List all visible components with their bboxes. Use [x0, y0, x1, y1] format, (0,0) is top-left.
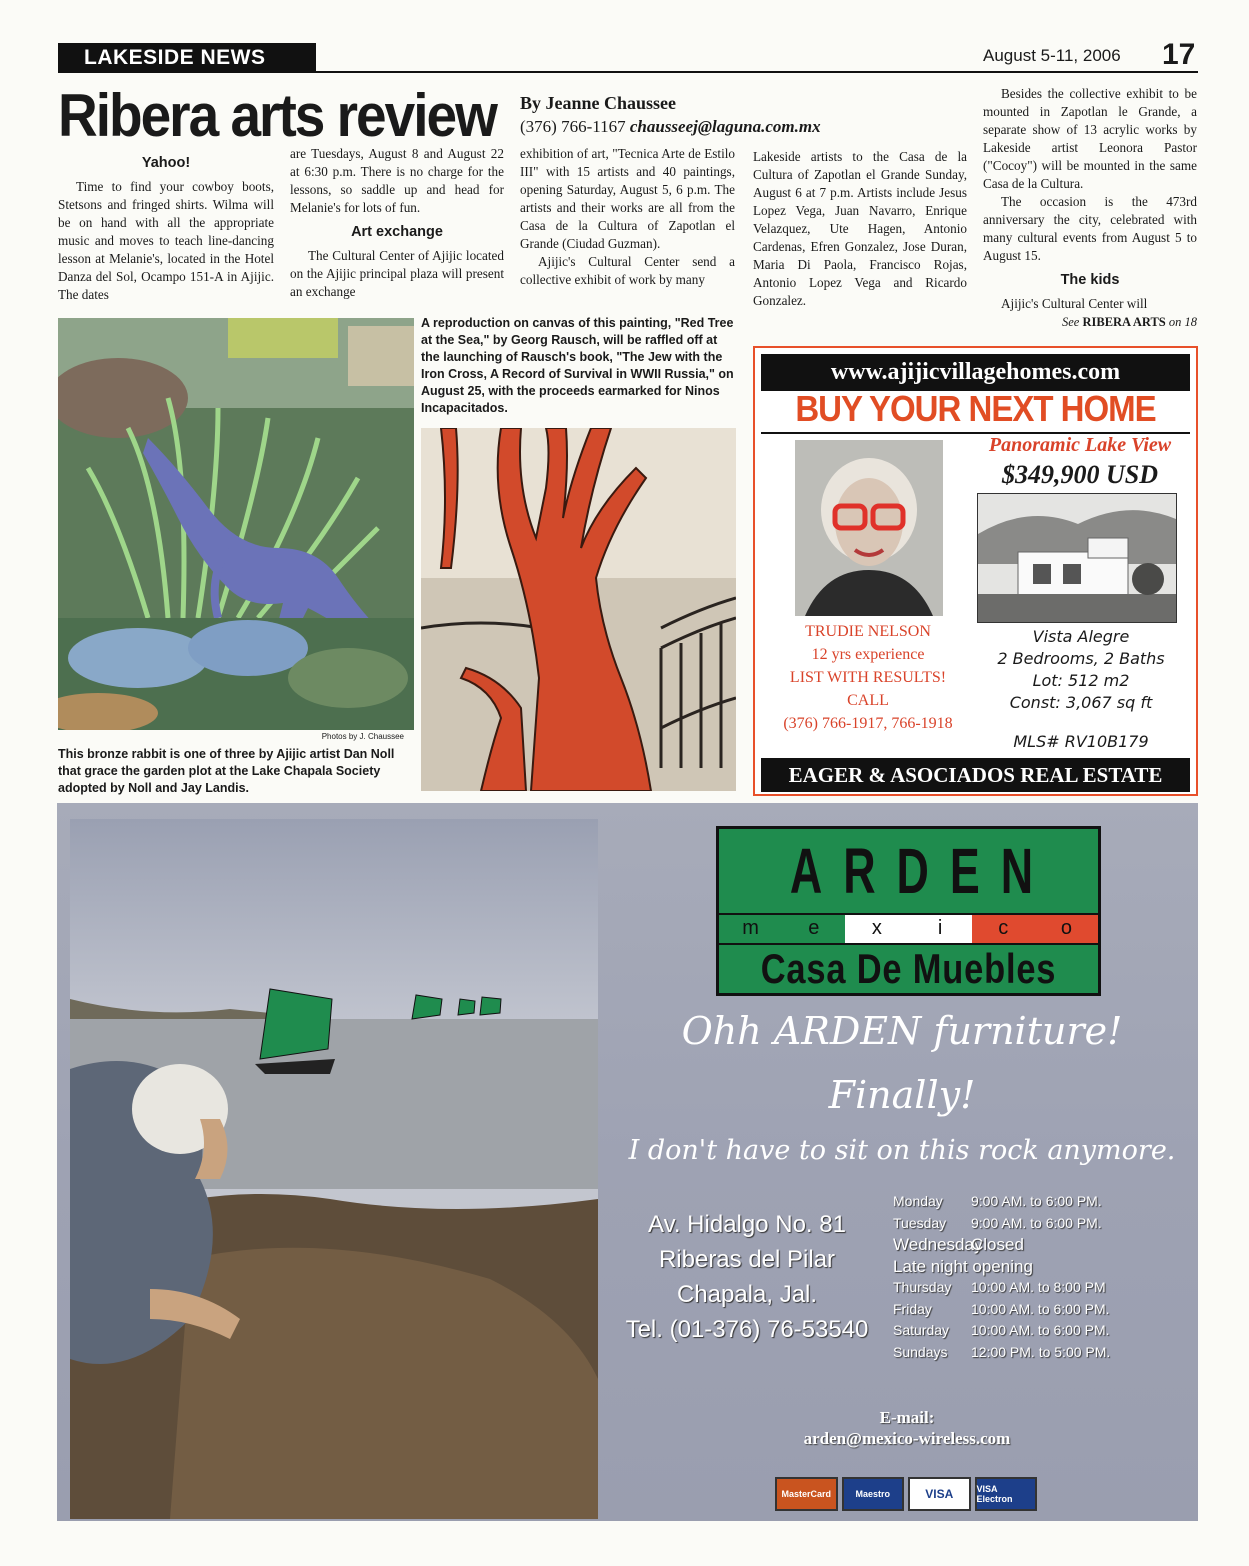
mls-number: MLS# RV10B179 — [1013, 732, 1149, 751]
article-column-2 — [290, 145, 504, 301]
hours-time: 9:00 AM. to 6:00 PM. — [971, 1193, 1102, 1209]
headline: Ribera arts review — [58, 81, 496, 150]
logo-letter: m — [719, 915, 782, 943]
photo-credit: Photos by J. Chaussee — [321, 732, 404, 741]
arden-lake-painting — [70, 819, 598, 1519]
article-column-1 — [58, 148, 274, 304]
arden-logo — [716, 826, 1101, 996]
hours-day: Monday — [893, 1193, 943, 1209]
masthead-rule — [58, 71, 1198, 73]
agent-tagline: LIST WITH RESULTS! — [789, 669, 947, 686]
byline: By Jeanne Chaussee — [520, 93, 677, 113]
logo-letter-row — [719, 913, 1098, 945]
paragraph: exhibition of art, "Tecnica Arte de Estilo III" with 15 artists and 40 paintings, opening Saturday, August 5, 6 p.m. The artists and their works are all from the Casa de la Cultura of Zapotlan el Grande (Ciudad Guzman). — [520, 146, 735, 251]
agent-info — [763, 620, 973, 735]
late-night-heading: Late night opening — [893, 1256, 1033, 1276]
address-line: Riberas del Pilar — [658, 1246, 836, 1273]
listing-price: $349,900 USD — [1001, 460, 1158, 489]
slogan-1: Ohh ARDEN furniture! — [681, 1009, 1123, 1053]
subhead-the-kids: The kids — [1060, 272, 1120, 288]
rabbit-caption: This bronze rabbit is one of three by Ajijic artist Dan Noll that grace the garden plot at the Lake Chapala Society adopted by Noll and Jay Landis. — [58, 747, 395, 795]
hours-time: 10:00 AM. to 6:00 PM. — [971, 1322, 1110, 1338]
property-details — [971, 626, 1191, 714]
paragraph: Lakeside artists to the Casa de la Cultura of Zapotlan el Grande Sunday, August 6 at 7 p.m. Artists include Jesus Lopez Vega, Juan Navarro, Enrique Velazquez, Ute Hagen, Antonio Cardenas, Efren Gonzalez, Jose Duran, Maria Di Paola, Francisco Rojas, Antonio Lopez Vega and Ricardo Gonzalez. — [753, 149, 967, 308]
rabbit-photo — [58, 318, 414, 730]
article-column-3 — [520, 145, 735, 289]
maestro-icon: Maestro — [842, 1477, 905, 1511]
subhead-art-exchange: Art exchange — [351, 224, 443, 240]
slogan-3: I don't have to sit on this rock anymore. — [628, 1135, 1176, 1166]
jump-line[interactable]: See RIBERA ARTS on 18 — [1061, 315, 1197, 329]
subhead-yahoo: Yahoo! — [141, 155, 191, 171]
paragraph: are Tuesdays, August 8 and August 22 at 6:30 p.m. There is no charge for the lessons, so saddle up and head for Melanie's for lots of fun. — [290, 146, 504, 215]
logo-letter: o — [1035, 915, 1098, 943]
hours-day: Thursday — [893, 1279, 952, 1295]
agent-name: TRUDIE NELSON — [805, 623, 931, 640]
property-rooms: 2 Bedrooms, 2 Baths — [997, 649, 1165, 668]
hours-day: Sundays — [893, 1343, 948, 1360]
logo-letter: i — [909, 915, 972, 943]
paragraph: Time to find your cowboy boots, Stetsons and fringed shirts. Wilma will be on hand with all the appropriate music and moves to teach line-dancing lesson at Melanie's, located in the Hotel Danza del Sol, Ocampo 151-A in Ajijic. The dates — [58, 179, 274, 302]
hours-day: Saturday — [893, 1322, 950, 1338]
paragraph: The occasion is the 473rd anniversary the city, celebrated with many cultural events from August 5 to August 15. — [983, 194, 1197, 263]
hours-day: Tuesday — [893, 1214, 947, 1231]
address-line: Av. Hidalgo No. 81 — [648, 1211, 846, 1238]
author-email[interactable]: chausseej@laguna.com.mx — [629, 117, 821, 136]
section-label: LAKESIDE NEWS — [58, 43, 316, 73]
author-contact — [520, 117, 821, 137]
logo-letter: x — [845, 915, 908, 943]
agency-name: EAGER & ASOCIADOS REAL ESTATE — [761, 758, 1190, 792]
tree-caption: A reproduction on canvas of this painting, "Red Tree at the Sea," by Georg Rausch, will be raffled off at the launching of Rausch's book, "The Jew with the Iron Cross, A Record of Survival in WWII Russia," on August 25, with the proceeds earmarked for Ninos Incapacitados. — [421, 316, 734, 415]
property-construction: Const: 3,067 sq ft — [1009, 693, 1153, 712]
article-column-5 — [983, 85, 1197, 331]
ad-banner: BUY YOUR NEXT HOME — [795, 388, 1156, 429]
store-phone[interactable]: Tel. (01-376) 76-53540 — [625, 1316, 869, 1343]
agent-phones[interactable]: (376) 766-1917, 766-1918 — [783, 715, 953, 732]
agent-photo — [795, 440, 943, 616]
logo-letter: e — [782, 915, 845, 943]
mastercard-icon: MasterCard — [775, 1477, 838, 1511]
arden-email — [687, 1407, 1127, 1449]
visa-icon: VISA — [908, 1477, 971, 1511]
red-tree-painting — [421, 428, 736, 791]
visa-electron-icon: VISA Electron — [975, 1477, 1038, 1511]
email-label: E-mail: — [879, 1408, 935, 1427]
logo-word: ARDEN — [789, 835, 1055, 907]
realestate-ad[interactable] — [753, 346, 1198, 796]
arden-ad[interactable] — [57, 803, 1198, 1521]
house-photo — [977, 493, 1177, 623]
logo-letter: c — [972, 915, 1035, 943]
payment-cards — [775, 1477, 1037, 1513]
property-name: Vista Alegre — [1032, 627, 1130, 646]
agent-experience: 12 yrs experience — [811, 646, 925, 663]
agent-call: CALL — [847, 692, 889, 709]
author-phone: (376) 766-1167 — [520, 117, 626, 136]
ad-url[interactable]: www.ajijicvillagehomes.com — [761, 354, 1190, 391]
hours-time: 12:00 PM. to 5:00 PM. — [971, 1343, 1111, 1360]
paragraph: Ajijic's Cultural Center send a collective exhibit of work by many — [520, 254, 735, 287]
store-address — [597, 1207, 897, 1347]
hours-day: Friday — [893, 1300, 932, 1317]
hours-day: Wednesday — [893, 1235, 983, 1254]
article-column-4 — [753, 148, 967, 310]
paragraph: Besides the collective exhibit to be mounted in Zapotlan le Grande, a separate show of 13 acrylic works by Lakeside artist Leonora Pastor ("Cocoy") will be mounted in the same Casa de la Cultura. — [983, 86, 1197, 191]
store-hours — [893, 1191, 1110, 1363]
hours-time: 10:00 AM. to 6:00 PM. — [971, 1300, 1110, 1317]
hours-time: 10:00 AM. to 8:00 PM — [971, 1279, 1106, 1295]
email-address[interactable]: arden@mexico-wireless.com — [803, 1429, 1011, 1448]
issue-date: August 5-11, 2006 — [983, 46, 1121, 65]
paragraph: The Cultural Center of Ajijic located on the Ajijic principal plaza will present an exchange — [290, 248, 504, 299]
address-line: Chapala, Jal. — [676, 1281, 818, 1308]
paragraph: Ajijic's Cultural Center will — [1001, 296, 1148, 311]
hours-time: 9:00 AM. to 6:00 PM. — [971, 1214, 1102, 1231]
listing-title: Panoramic Lake View — [988, 434, 1172, 456]
slogan-2: Finally! — [828, 1073, 976, 1117]
logo-subtitle: Casa De Muebles — [760, 945, 1057, 992]
property-lot: Lot: 512 m2 — [1032, 671, 1130, 690]
hours-time: Closed — [971, 1235, 1024, 1254]
page-number: 17 — [1162, 38, 1196, 71]
